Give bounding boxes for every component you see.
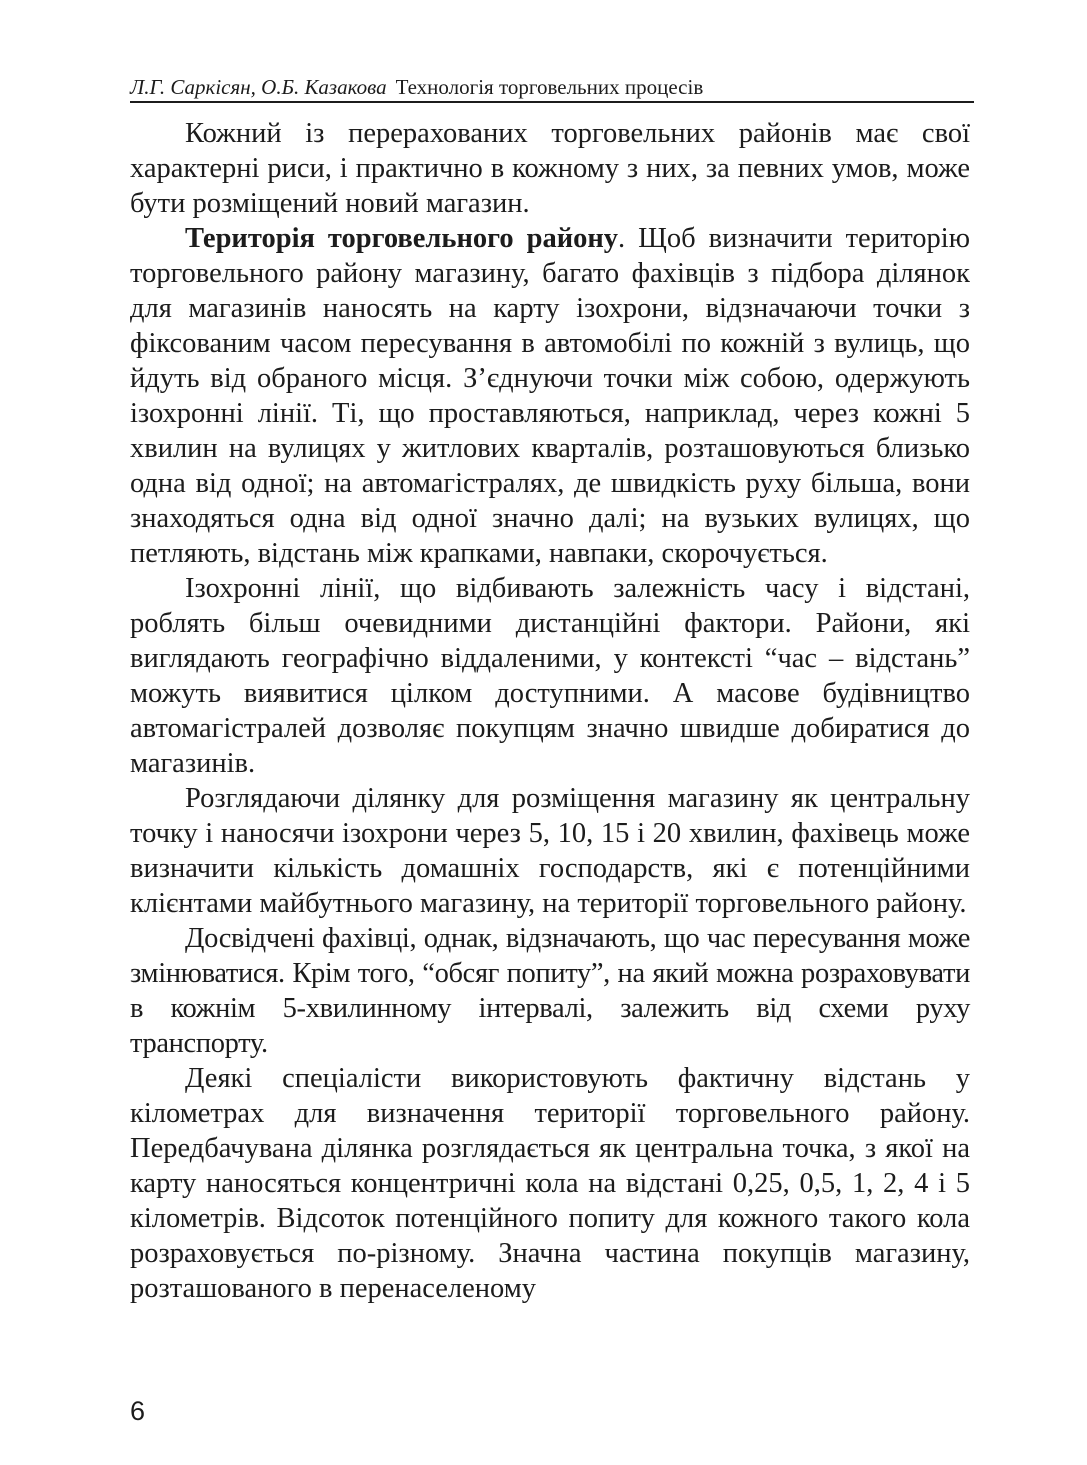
- page-body: [130, 116, 970, 1306]
- header-book-title: Технологія торговельних процесів: [395, 75, 704, 99]
- running-head: [130, 72, 974, 102]
- paragraph-5: Досвідчені фахівці, однак, відзначають, що час пересування може змінюватися. Крім того, “обсяг попиту”, на який можна розраховувати в кожнім 5-хвилинному інтервалі, залежить від схеми руху транспорту.: [130, 923, 970, 1059]
- paragraph-2: [130, 221, 970, 571]
- paragraph-6: Деякі спеціалісти використовують фактичну відстань у кілометрах для визначення території торговельного району. Передбачувана ділянка розглядається як центральна точка, з якої на карту наносяться концентричні кола на відстані 0,25, 0,5, 1, 2, 4 і 5 кілометрів. Відсоток потенційного попиту для кожного такого кола розраховується по-різному. Значна частина покупців магазину, розташованого в перенаселеному: [130, 1063, 970, 1304]
- header-authors: Л.Г. Саркісян, О.Б. Казакова: [130, 75, 387, 99]
- paragraph-2-term: Територія торговельного району: [185, 223, 619, 254]
- page-number: 6: [130, 1396, 146, 1426]
- paragraph-3: Ізохронні лінії, що відбивають залежність часу і відстані, роблять більш очевидними дистанційні фактори. Райони, які виглядають географічно віддаленими, у контексті “час – відстань” можуть виявитися цілком доступними. А масове будівництво автомагістралей дозволяє покупцям значно швидше добиратися до магазинів.: [130, 573, 970, 779]
- paragraph-2-text: . Щоб визначити територію торговельного району магазину, багато фахівців з підбора ділянок для магазинів наносять на карту ізохрони, відзначаючи точки з фіксованим часом пересування в автомобілі по кожній з вулиць, що йдуть від обраного місця. З’єднуючи точки між собою, одержують ізохронні лінії. Ті, що проставляються, наприклад, через кожні 5 хвилин на вулицях у житлових кварталів, розташовуються близько одна від одної; на автомагістралях, де швидкість руху більша, вони знаходяться одна від одної значно далі; на вузьких вулицях, що петляють, відстань між крапками, навпаки, скорочується.: [130, 223, 970, 569]
- paragraph-1: Кожний із перерахованих торговельних районів має свої характерні риси, і практично в кожному з них, за певних умов, може бути розміщений новий магазин.: [130, 118, 970, 219]
- header-rule: [130, 101, 974, 103]
- paragraph-4: Розглядаючи ділянку для розміщення магазину як центральну точку і наносячи ізохрони через 5, 10, 15 і 20 хвилин, фахівець може визначити кількість домашніх господарств, які є потенційними клієнтами майбутнього магазину, на території торговельного району.: [130, 783, 970, 919]
